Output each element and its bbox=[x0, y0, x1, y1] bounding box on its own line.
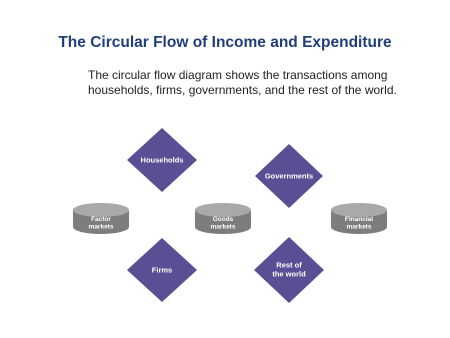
subtitle-line-1: The circular flow diagram shows the transactions among bbox=[88, 68, 388, 82]
rest-of-world-label-line-2: the world bbox=[272, 269, 306, 279]
subtitle-line-2: households, firms, governments, and the rest of the world. bbox=[88, 83, 397, 97]
goods-markets-label-line-2: markets bbox=[210, 223, 236, 231]
rest-of-world-sector bbox=[254, 237, 324, 303]
financial-markets-label-line-1: Financial bbox=[344, 216, 374, 223]
goods-markets bbox=[195, 203, 251, 234]
factor-markets-label-line-2: markets bbox=[88, 223, 114, 231]
goods-markets-label-line-1: Goods bbox=[212, 216, 234, 223]
slide-title: The Circular Flow of Income and Expenditure bbox=[58, 34, 392, 51]
financial-markets-label-line-2: markets bbox=[346, 223, 372, 231]
firms-sector bbox=[127, 238, 197, 302]
rest-of-world-label-line-1: Rest of bbox=[276, 260, 302, 270]
financial-markets-cylinder-top bbox=[331, 203, 387, 217]
factor-markets-cylinder-top bbox=[73, 203, 129, 217]
goods-markets-cylinder-top bbox=[195, 203, 251, 217]
factor-markets bbox=[73, 203, 129, 234]
governments-label: Governments bbox=[264, 171, 314, 181]
factor-markets-label-line-1: Factor bbox=[91, 216, 111, 223]
governments-sector bbox=[255, 144, 323, 208]
firms-label: Firms bbox=[151, 265, 173, 275]
households-label: Households bbox=[140, 155, 184, 165]
financial-markets bbox=[331, 203, 387, 234]
households-sector bbox=[127, 128, 197, 192]
